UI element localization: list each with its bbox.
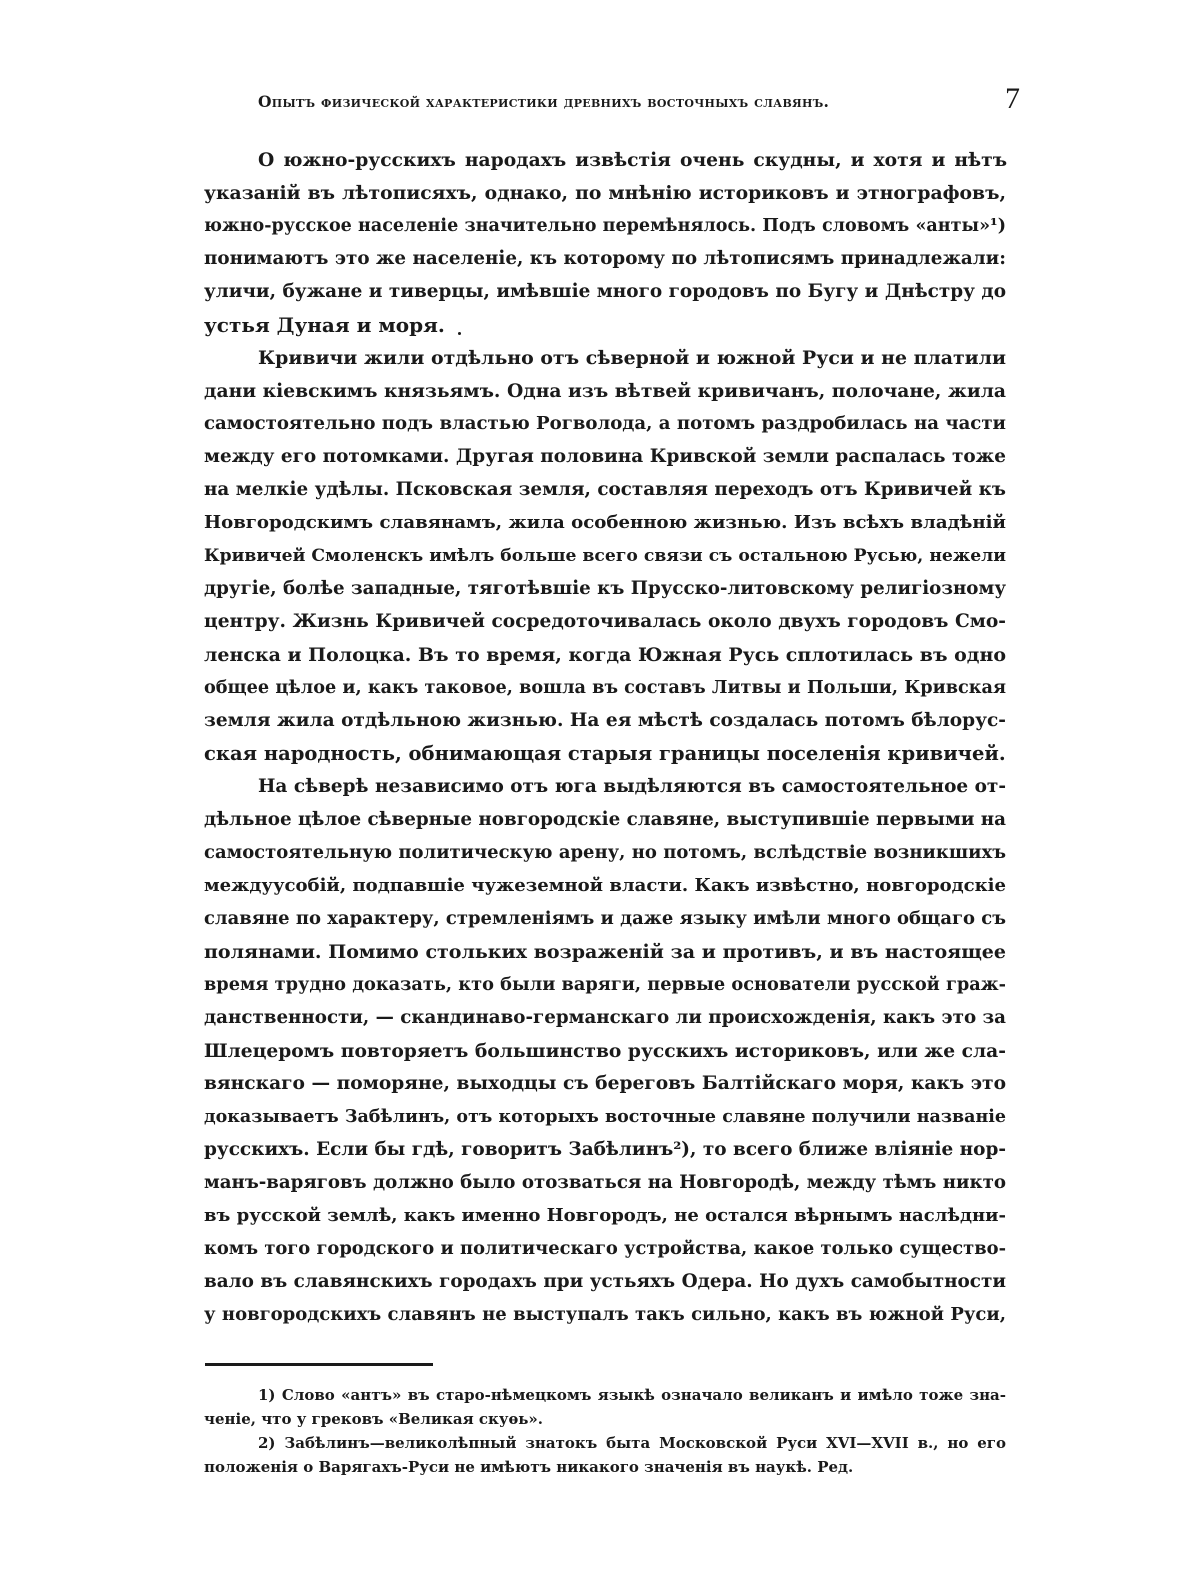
text-line: манъ-варяговъ должно было отозваться на Новгородѣ, между тѣмъ никто xyxy=(204,1172,1006,1193)
running-header xyxy=(258,82,1020,120)
text-line: уличи, бужане и тиверцы, имѣвшіе много городовъ по Бугу и Днѣстру до xyxy=(204,281,1006,302)
text-line: русскихъ. Если бы гдѣ, говоритъ Забѣлинъ²), то всего ближе вліяніе нор- xyxy=(204,1139,1006,1160)
text-line: самостоятельно подъ властью Рогволода, а потомъ раздробилась на части xyxy=(204,413,1006,434)
text-line: междуусобій, подпавшіе чужеземной власти. Какъ извѣстно, новгородскіе xyxy=(204,875,1006,896)
text-line: О южно-русскихъ народахъ извѣстія очень скудны, и хотя и нѣтъ xyxy=(258,149,1008,171)
text-line: южно-русское населеніе значительно перемѣнялось. Подъ словомъ «анты»¹) xyxy=(204,216,1006,236)
text-line: комъ того городского и политическаго устройства, какое только существо- xyxy=(204,1238,1006,1259)
text-line: Шлецеромъ повторяетъ большинство русскихъ историковъ, или же сла- xyxy=(204,1040,1006,1062)
text-line: общее цѣлое и, какъ таковое, вошла въ составъ Литвы и Польши, Кривская xyxy=(204,677,1006,698)
text-line: данственности, — скандинаво-германскаго ли происхожденія, какъ это за xyxy=(204,1007,1006,1028)
text-line: доказываетъ Забѣлинъ, отъ которыхъ восточные славяне получили названіе xyxy=(204,1107,1006,1127)
footnote-line: 2) Забѣлинъ—великолѣпный знатокъ быта Московской Руси XVI—XVII в., но его xyxy=(258,1434,1006,1452)
footnote-line: ченіе, что у грековъ «Великая скуѳь». xyxy=(204,1410,544,1428)
text-line: ленска и Полоцка. Въ то время, когда Южная Русь сплотилась въ одно xyxy=(204,644,1006,666)
text-line: центру. Жизнь Кривичей сосредоточивалась около двухъ городовъ Смо- xyxy=(204,611,1006,632)
text-line: ская народность, обнимающая старыя границы поселенія кривичей. xyxy=(204,742,1006,765)
text-line: вало въ славянскихъ городахъ при устьяхъ Одера. Но духъ самобытности xyxy=(204,1271,1006,1292)
footnote-rule xyxy=(205,1363,433,1366)
text-line: самостоятельную политическую арену, но потомъ, вслѣдствіе возникшихъ xyxy=(204,842,1006,863)
text-line: дани кіевскимъ князьямъ. Одна изъ вѣтвей кривичанъ, полочане, жила xyxy=(204,380,1006,402)
text-line: земля жила отдѣльною жизнью. На ея мѣстѣ создалась потомъ бѣлорус- xyxy=(204,710,1006,731)
text-line: на мелкіе удѣлы. Псковская земля, составляя переходъ отъ Кривичей къ xyxy=(204,479,1006,500)
text-line: въ русской землѣ, какъ именно Новгородъ, не остался вѣрнымъ наслѣдни- xyxy=(204,1205,1006,1226)
text-line: Кривичей Смоленскъ имѣлъ больше всего связи съ остальною Русью, нежели xyxy=(204,546,1006,566)
text-line: полянами. Помимо стольких возраженій за и противъ, и въ настоящее xyxy=(204,941,1006,963)
text-line: у новгородскихъ славянъ не выступалъ такъ сильно, какъ въ южной Руси, xyxy=(204,1304,1006,1325)
text-line: устья Дуная и моря. xyxy=(204,313,445,337)
text-line: указаній въ лѣтописяхъ, однако, по мнѣнію историковъ и этнографовъ, xyxy=(204,182,1006,204)
text-line: между его потомками. Другая половина Кривской земли распалась тоже xyxy=(204,446,1006,467)
text-line: другіе, болѣе западные, тяготѣвшіе къ Прусско-литовскому религіозному xyxy=(204,578,1006,599)
text-line: славяне по характеру, стремленіямъ и даже языку имѣли много общаго съ xyxy=(204,908,1006,929)
text-line: время трудно доказать, кто были варяги, первые основатели русской граж- xyxy=(204,974,1006,995)
text-line: На сѣверѣ независимо отъ юга выдѣляются въ самостоятельное от- xyxy=(258,776,1006,797)
stray-ink-dot xyxy=(458,332,461,335)
text-line: вянскаго — поморяне, выходцы съ береговъ Балтійскаго моря, какъ это xyxy=(204,1073,1006,1094)
text-line: дѣльное цѣлое сѣверные новгородскіе славяне, выступившіе первыми на xyxy=(204,809,1007,830)
running-title: Опытъ физической характеристики древнихъ восточныхъ славянъ. xyxy=(258,92,830,111)
text-line: понимаютъ это же населеніе, къ которому по лѣтописямъ принадлежали: xyxy=(204,248,1006,269)
text-line: Кривичи жили отдѣльно отъ сѣверной и южной Руси и не платили xyxy=(258,347,1006,369)
footnote-line: положенія о Варягахъ-Руси не имѣютъ никакого значенія въ наукѣ. Ред. xyxy=(204,1458,854,1476)
text-line: Новгородскимъ славянамъ, жила особенною жизнью. Изъ всѣхъ владѣній xyxy=(204,512,1006,533)
footnote-line: 1) Слово «антъ» въ старо-нѣмецкомъ языкѣ означало великанъ и имѣло тоже зна- xyxy=(258,1386,1006,1404)
page-number: 7 xyxy=(1005,82,1020,115)
